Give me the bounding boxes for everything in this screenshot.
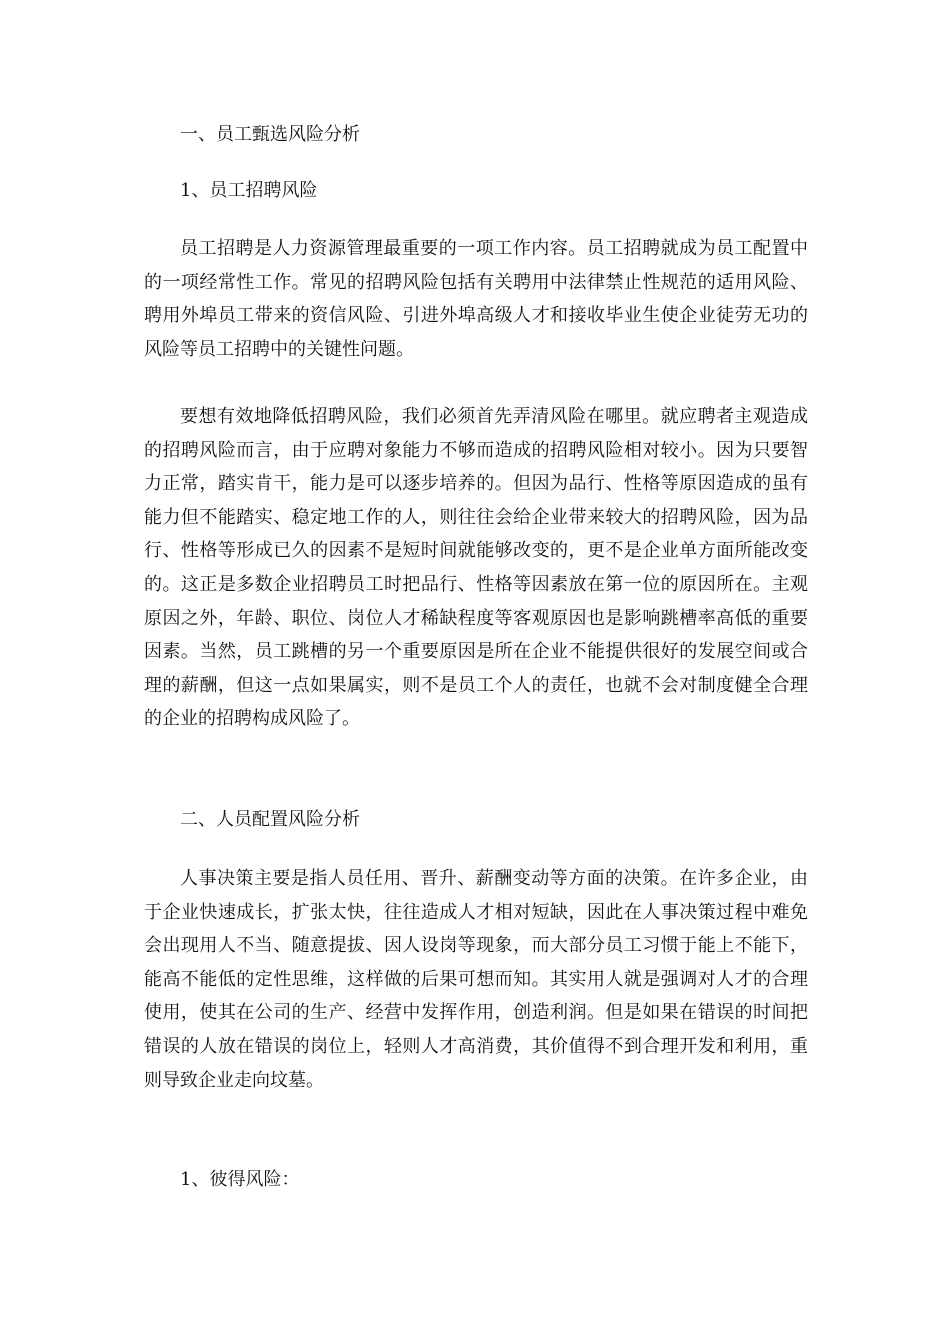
paragraph-recruitment: 员工招聘是人力资源管理最重要的一项工作内容。员工招聘就成为员工配置中的一项经常性工作。常见的招聘风险包括有关聘用中法律禁止性规范的适用风险、聘用外埠员工带来的资信风险、引进外埠高级人才和接收毕业生使企业徒劳无功的风险等员工招聘中的关键性问题。	[144, 238, 808, 360]
paragraph-reduce-risk: 要想有效地降低招聘风险，我们必须首先弄清风险在哪里。就应聘者主观造成的招聘风险而言，由于应聘对象能力不够而造成的招聘风险相对较小。因为只要智力正常，踏实肯干，能力是可以逐步培养的。但因为品行、性格等原因造成的虽有能力但不能踏实、稳定地工作的人，则往往会给企业带来较大的招聘风险，因为品行、性格等形成已久的因素不是短时间就能够改变的，更不是企业单方面所能改变的。这正是多数企业招聘员工时把品行、性格等因素放在第一位的原因所在。主观原因之外，年龄、职位、岗位人才稀缺程度等客观原因也是影响跳槽率高低的重要因素。当然，员工跳槽的另一个重要原因是所在企业不能提供很好的发展空间或合理的薪酬，但这一点如果属实，则不是员工个人的责任，也就不会对制度健全合理的企业的招聘构成风险了。	[144, 406, 808, 730]
section-heading-2: 二、人员配置风险分析	[180, 809, 360, 830]
subsection-heading-2-1: 1、彼得风险：	[180, 1169, 300, 1190]
section-heading-1: 一、员工甄选风险分析	[180, 124, 360, 145]
paragraph-personnel-decision: 人事决策主要是指人员任用、晋升、薪酬变动等方面的决策。在许多企业，由于企业快速成长，扩张太快，往往造成人才相对短缺，因此在人事决策过程中难免会出现用人不当、随意提拔、因人设岗等现象，而大部分员工习惯于能上不能下，能高不能低的定性思维，这样做的后果可想而知。其实用人就是强调对人才的合理使用，使其在公司的生产、经营中发挥作用，创造利润。但是如果在错误的时间把错误的人放在错误的岗位上，轻则人才高消费，其价值得不到合理开发和利用，重则导致企业走向坟墓。	[144, 868, 808, 1091]
subsection-heading-1-1: 1、员工招聘风险	[180, 180, 318, 201]
